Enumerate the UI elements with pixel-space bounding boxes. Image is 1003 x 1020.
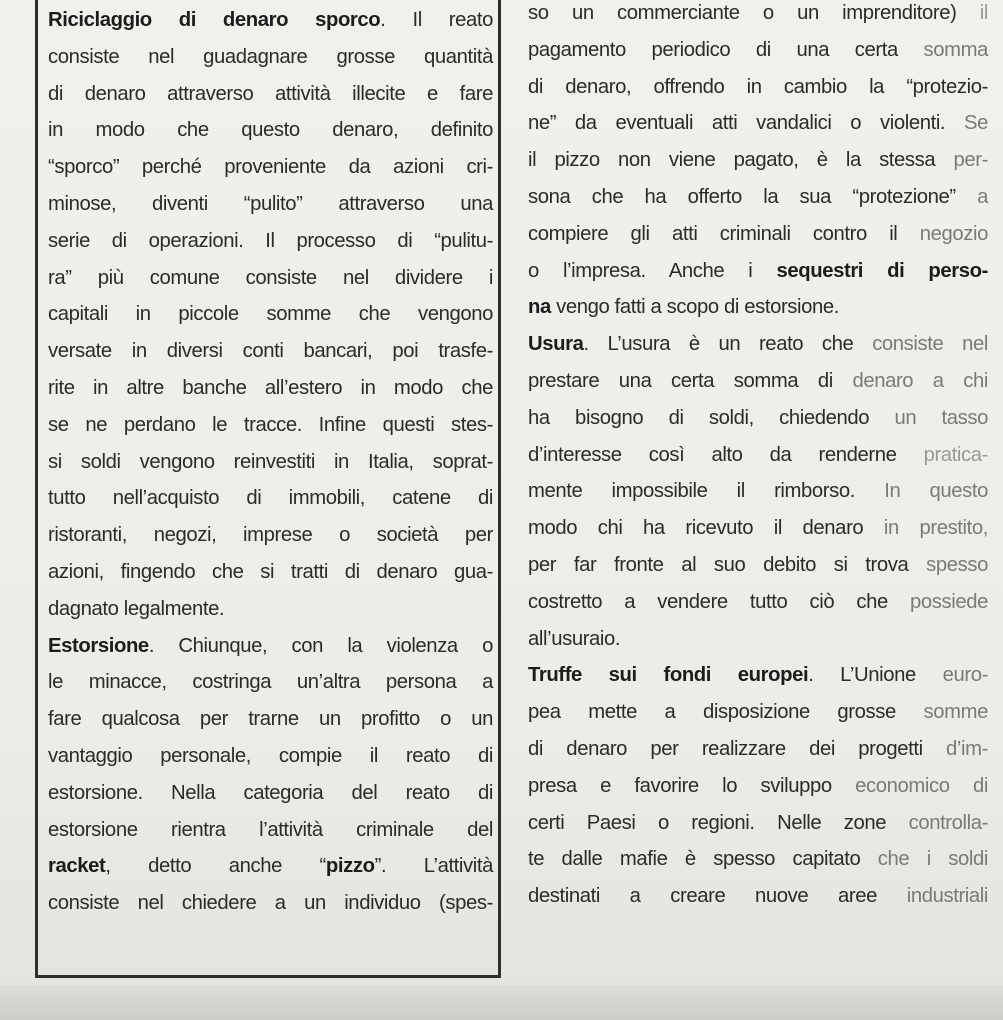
text-line	[528, 473, 988, 510]
text-line	[48, 812, 493, 849]
text-run: industriali	[906, 885, 988, 908]
text-run: consiste nel	[872, 333, 988, 356]
text-line	[48, 554, 493, 591]
page-bottom-edge	[0, 985, 1003, 1020]
text-line	[528, 289, 988, 326]
text-run: presa e favorire lo sviluppo	[528, 774, 856, 797]
text-run: controlla-	[908, 811, 988, 834]
text-run: di denaro per realizzare dei progetti	[528, 737, 947, 760]
text-run: d’interesse così alto da renderne	[528, 443, 924, 466]
text-run: rite in altre banche all’estero in modo che	[48, 376, 493, 399]
text-run: vengo fatti a scopo di estorsione.	[550, 296, 840, 319]
bold-term: sequestri di perso-	[776, 259, 989, 282]
text-run: . L’Unione	[808, 664, 943, 687]
text-run: all’usuraio.	[528, 627, 621, 650]
bold-term: Riciclaggio di denaro sporco	[48, 9, 381, 31]
text-line	[528, 363, 988, 400]
text-line	[528, 142, 988, 179]
text-line	[48, 480, 493, 517]
text-run: sona che ha offerto la sua “protezione”	[528, 185, 978, 208]
text-line	[48, 186, 493, 223]
text-line	[48, 39, 493, 76]
text-line	[48, 2, 493, 39]
bold-term: Usura	[528, 333, 584, 356]
text-line	[48, 223, 493, 260]
text-run: so un commerciante o un imprenditore)	[528, 2, 980, 24]
text-line	[528, 731, 988, 768]
text-run: consiste nel chiedere a un individuo (spes-	[48, 892, 493, 915]
text-run: le minacce, costringa un’altra persona a	[48, 671, 493, 694]
text-run: denaro a chi	[852, 369, 989, 392]
text-line	[528, 69, 988, 106]
text-line	[48, 628, 493, 665]
text-run: mente impossibile il rimborso.	[528, 480, 885, 503]
text-run: pea mette a disposizione grosse	[528, 701, 924, 724]
text-run: in prestito,	[883, 517, 988, 540]
text-run: di denaro, offrendo in cambio la “protezio-	[528, 75, 988, 98]
text-line	[528, 584, 988, 621]
text-line	[48, 701, 493, 738]
text-line	[48, 333, 493, 370]
text-run: fare qualcosa per trarne un profitto o un	[48, 708, 493, 731]
text-run: certi Paesi o regioni. Nelle zone	[528, 811, 909, 834]
text-line	[48, 444, 493, 481]
text-line	[528, 768, 988, 805]
text-line	[528, 326, 988, 363]
text-run: somma	[923, 38, 988, 61]
text-run: . Chiunque, con la violenza o	[148, 634, 493, 657]
text-run: se ne perdano le tracce. Infine questi stes-	[48, 413, 493, 436]
text-line	[528, 510, 988, 547]
text-line	[528, 657, 988, 694]
text-run: ra” più comune consiste nel dividere i	[48, 266, 493, 289]
text-run: si soldi vengono reinvestiti in Italia, soprat-	[48, 450, 493, 473]
text-line	[48, 149, 493, 186]
text-line	[528, 400, 988, 437]
text-line	[528, 878, 988, 915]
text-run: modo chi ha ricevuto il denaro	[528, 517, 884, 540]
text-run: pratica-	[923, 443, 988, 466]
text-line	[528, 32, 988, 69]
text-run: d’im-	[946, 737, 988, 760]
text-run: azioni, fingendo che si tratti di denaro gua-	[48, 560, 493, 583]
text-line	[528, 841, 988, 878]
text-line	[48, 76, 493, 113]
text-run: ”. L’attività	[374, 855, 493, 878]
text-run: versate in diversi conti bancari, poi trasfe-	[48, 340, 493, 363]
text-line	[528, 547, 988, 584]
bold-term: na	[528, 296, 551, 319]
text-run: “sporco” perché proveniente da azioni cri-	[48, 156, 493, 179]
text-line	[528, 105, 988, 142]
text-run: che i soldi	[877, 848, 988, 871]
text-run: destinati a creare nuove aree	[528, 885, 907, 908]
text-line	[48, 112, 493, 149]
text-line	[528, 805, 988, 842]
text-line	[48, 407, 493, 444]
text-run: tutto nell’acquisto di immobili, catene di	[48, 487, 493, 510]
text-line	[528, 179, 988, 216]
text-run: euro-	[942, 664, 988, 687]
bold-term: pizzo	[325, 855, 375, 878]
text-run: ne” da eventuali atti vandalici o violenti.	[528, 112, 964, 135]
left-text-column	[48, 2, 493, 922]
text-run: o l’impresa. Anche i	[528, 259, 777, 282]
right-text-column	[528, 0, 988, 915]
text-run: pagamento periodico di una certa	[528, 38, 924, 61]
text-run: compiere gli atti criminali contro il	[528, 222, 920, 245]
text-run: spesso	[926, 553, 988, 576]
text-run: Se	[963, 112, 988, 135]
text-line	[48, 848, 493, 885]
text-run: capitali in piccole somme che vengono	[48, 303, 493, 326]
text-line	[528, 694, 988, 731]
text-run: somme	[923, 701, 988, 724]
text-line	[528, 621, 988, 658]
bold-term: racket	[48, 855, 106, 878]
text-run: il	[979, 2, 988, 24]
text-run: ristoranti, negozi, imprese o società per	[48, 524, 493, 547]
text-line	[48, 885, 493, 922]
text-run: te dalle mafie è spesso capitato	[528, 848, 878, 871]
text-run: a	[977, 185, 988, 208]
text-run: possiede	[910, 590, 988, 613]
text-run: estorsione rientra l’attività criminale del	[48, 818, 493, 841]
text-run: estorsione. Nella categoria del reato di	[48, 781, 493, 804]
text-line	[48, 260, 493, 297]
text-run: costretto a vendere tutto ciò che	[528, 590, 910, 613]
text-run: per far fronte al suo debito si trova	[528, 553, 927, 576]
text-run: per-	[953, 149, 988, 172]
text-line	[48, 664, 493, 701]
text-run: . Il reato	[380, 9, 493, 31]
text-run: In questo	[884, 480, 989, 503]
text-line	[48, 738, 493, 775]
bold-term: Estorsione	[48, 634, 149, 657]
text-line	[48, 296, 493, 333]
text-line	[48, 370, 493, 407]
text-line	[48, 591, 493, 628]
text-run: minose, diventi “pulito” attraverso una	[48, 192, 493, 215]
text-run: un tasso	[894, 406, 988, 429]
text-line	[528, 216, 988, 253]
text-line	[48, 775, 493, 812]
text-run: ha bisogno di soldi, chiedendo	[528, 406, 895, 429]
text-run: negozio	[919, 222, 988, 245]
text-line	[528, 253, 988, 290]
text-run: . L’usura è un reato che	[583, 333, 873, 356]
text-run: prestare una certa somma di	[528, 369, 853, 392]
text-run: vantaggio personale, compie il reato di	[48, 744, 493, 767]
text-line	[528, 0, 988, 32]
text-run: dagnato legalmente.	[48, 597, 225, 620]
text-line	[48, 517, 493, 554]
text-run: consiste nel guadagnare grosse quantità	[48, 45, 493, 68]
text-run: , detto anche “	[105, 855, 326, 878]
text-run: serie di operazioni. Il processo di “pulitu-	[48, 229, 493, 252]
text-run: economico di	[855, 774, 988, 797]
text-run: il pizzo non viene pagato, è la stessa	[528, 149, 954, 172]
text-run: in modo che questo denaro, definito	[48, 119, 493, 142]
bold-term: Truffe sui fondi europei	[528, 664, 809, 687]
text-line	[528, 437, 988, 474]
text-run: di denaro attraverso attività illecite e fare	[48, 82, 493, 105]
